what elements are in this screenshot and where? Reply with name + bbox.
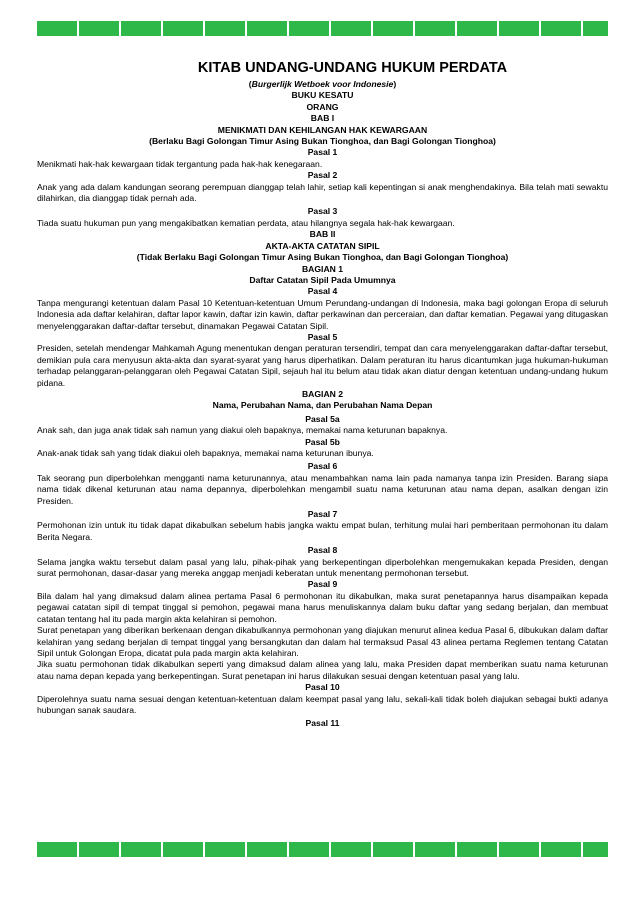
subtitle-italic: Burgerlijk Wetboek voor Indonesie	[251, 79, 394, 89]
pasal9-paragraph-2: Surat penetapan yang diberikan berkenaan dengan dikabulkannya permohonan yang diajukan menurut alinea kedua Pasal 6, dibukukan dalam daftar kelahiran yang sedang berjalan di tempat tinggal yang bersangkutan dan dalam hal termaksud Pasal 43 alinea pertama Reglemen tentang Catatan Sipil untuk Golongan Eropa, dicatat pula pada margin akta kelahiran.	[37, 625, 608, 658]
footer-green-stripe	[37, 842, 608, 857]
pasal2-text: Anak yang ada dalam kandungan seorang perempuan dianggap telah lahir, setiap kali kepentingan si anak menghendakinya. Bila telah mati sewaktu dilahirkan, dia dianggap tidak pernah ada.	[37, 181, 608, 204]
header-green-stripe	[37, 21, 608, 36]
bab2-label: BAB II	[309, 229, 336, 240]
pasal1-text: Menikmati hak-hak kewargaan tidak tergantung pada hak-hak kenegaraan.	[37, 158, 323, 169]
bagian2-title: Nama, Perubahan Nama, dan Perubahan Nama Depan	[212, 400, 433, 411]
pasal10-text: Diperolehnya suatu nama sesuai dengan ketentuan-ketentuan dalam keempat pasal yang lalu, sekali-kali tidak boleh diajukan sebagai bukti adanya hubungan sanak saudara.	[37, 693, 608, 715]
bagian2-label: BAGIAN 2	[301, 388, 344, 399]
pasal4-heading: Pasal 4	[307, 286, 338, 297]
pasal4-text: Tanpa mengurangi ketentuan dalam Pasal 10 Ketentuan-ketentuan Umum Perundang-undangan di Indonesia, maka bagi golongan Eropa di seluruh Indonesia ada daftar kelahiran, daftar lapor kawin, daftar izin kawin, daftar perkawinan dan perceraian, dan daftar kematian. Pegawai yang ditugaskan menyelenggarakan daftar-daftar tersebut, dinamakan Pegawai Catatan Sipil.	[37, 297, 608, 331]
pasal8-text: Selama jangka waktu tersebut dalam pasal yang lalu, pihak-pihak yang berkepentingan diperbolehkan mengemukakan kepada Presiden, dengan surat permohonan, dasar-dasar yang mereka anggap menjadi keberatan untuk menentang permohonan tersebut.	[37, 556, 608, 579]
pasal5a-text: Anak sah, dan juga anak tidak sah namun yang diakui oleh bapaknya, memakai nama keturunan bapaknya.	[37, 425, 448, 436]
bagian1-title: Daftar Catatan Sipil Pada Umumnya	[249, 274, 396, 285]
pasal9-paragraph-1: Bila dalam hal yang dimaksud dalam alinea pertama Pasal 6 permohonan itu dikabulkan, maka surat penetapannya harus disampaikan kepada pegawai catatan sipil di tempat tinggal si pemohon, pegawai mana harus menuliskannya dalam buku daftar yang sedang berjalan, dan membuat catatan tentang hal itu pada margin akta kelahiran si pemohon.	[37, 590, 608, 624]
pasal3-text: Tiada suatu hukuman pun yang mengakibatkan kematian perdata, atau hilangnya segala hak-hak kewargaan.	[37, 217, 455, 228]
bab1-title: MENIKMATI DAN KEHILANGAN HAK KEWARGAAN	[217, 124, 428, 135]
pasal6-text: Tak seorang pun diperbolehkan mengganti nama keturunannya, atau menambahkan nama lain pada namanya tanpa izin Presiden. Barang siapa nama tidak dikenal keturunan atau nama depannya, diperbolehkan mengambil suatu nama keturunan atau nama depan, asalkan dengan izin Presiden.	[37, 472, 608, 506]
bab1-note: (Berlaku Bagi Golongan Timur Asing Bukan Tionghoa, dan Bagi Golongan Tionghoa)	[149, 136, 496, 147]
subtitle-close: )	[393, 79, 397, 89]
document-subtitle	[37, 79, 608, 90]
pasal8-heading: Pasal 8	[307, 545, 338, 556]
bagian1-label: BAGIAN 1	[301, 263, 344, 274]
pasal11-heading: Pasal 11	[305, 718, 340, 729]
pasal9-heading: Pasal 9	[307, 579, 338, 590]
book-heading: BUKU KESATU	[291, 90, 354, 101]
page-number: 1	[597, 850, 602, 859]
pasal3-heading: Pasal 3	[307, 206, 338, 217]
pasal5b-heading: Pasal 5b	[305, 436, 340, 447]
pasal6-heading: Pasal 6	[307, 461, 338, 472]
pasal5b-text: Anak-anak tidak sah yang tidak diakui oleh bapaknya, memakai nama keturunan ibunya.	[37, 448, 374, 458]
pasal2-heading: Pasal 2	[307, 170, 338, 181]
pasal5a-heading: Pasal 5a	[305, 413, 340, 424]
bab2-note: (Tidak Berlaku Bagi Golongan Timur Asing Bukan Tionghoa, dan Bagi Golongan Tionghoa)	[136, 252, 509, 263]
pasal9-paragraph-3: Jika suatu permohonan tidak dikabulkan seperti yang dimaksud dalam alinea yang lalu, maka Presiden dapat memberikan suatu nama keturunan atau nama depan kepada yang berkepentingan. Surat penetapan ini harus dilakukan sesuai dengan ketentuan pasal yang lalu.	[37, 659, 608, 681]
document-title: KITAB UNDANG-UNDANG HUKUM PERDATA	[197, 60, 508, 76]
pasal5-heading: Pasal 5	[307, 331, 338, 342]
subtitle-open: (	[248, 79, 252, 89]
part-heading: ORANG	[306, 101, 339, 112]
bab2-title: AKTA-AKTA CATATAN SIPIL	[265, 240, 380, 251]
pasal7-heading: Pasal 7	[307, 509, 338, 520]
pasal7-text: Permohonan izin untuk itu tidak dapat dikabulkan sebelum habis jangka waktu empat bulan, terhitung mulai hari pemberitaan permohonan itu dalam Berita Negara.	[37, 520, 608, 542]
pasal1-heading: Pasal 1	[307, 147, 338, 158]
pasal10-heading: Pasal 10	[305, 682, 340, 693]
bab1-label: BAB I	[310, 113, 335, 124]
pasal5-text: Presiden, setelah mendengar Mahkamah Agung menentukan dengan peraturan tersendiri, tempat dan cara menyelenggarakan daftar-daftar tersebut, demikian pula cara menyusun akta-akta dan syarat-syarat yang harus diperhatikan. Dalam peraturan itu harus dicantumkan juga hukuman-hukuman terhadap pelanggaran-pelanggaran oleh Pegawai Catatan Sipil, sejauh hal itu belum atau tidak akan diatur dengan ketentuan undang-undang hukum pidana.	[37, 343, 608, 388]
document-body	[37, 59, 608, 730]
